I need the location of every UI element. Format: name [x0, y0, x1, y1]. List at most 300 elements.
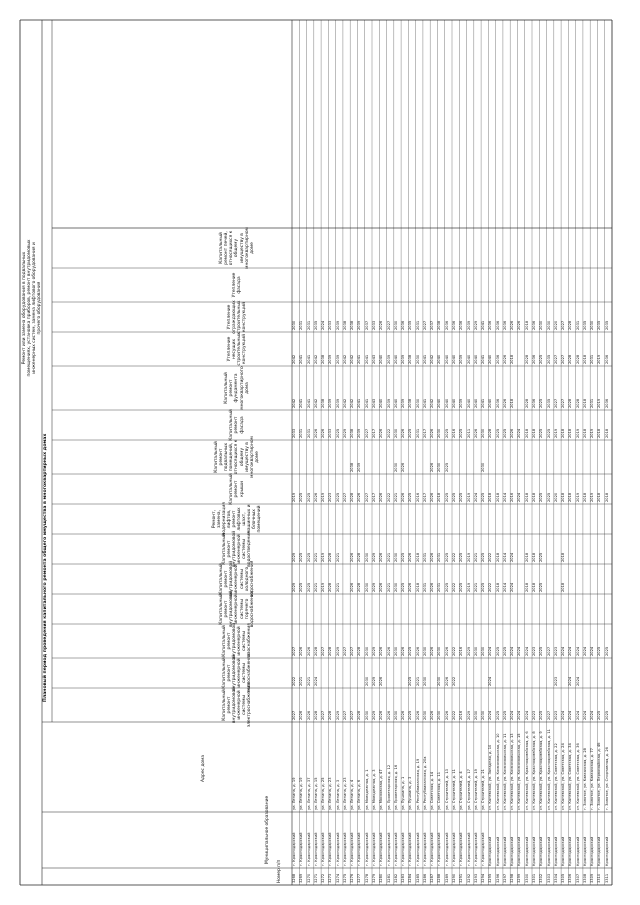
row-address: ст. Каневской, ул. Красноармейская, д. 6 — [524, 731, 529, 810]
row-year-cell: 2042 — [313, 398, 318, 408]
row-address: г. Золотое, ул. Первомайская, д. 4б — [597, 742, 602, 810]
row-year-cell: 2039 — [459, 398, 464, 408]
row-year-cell: 2036 — [488, 320, 493, 330]
row-year-cell: 2030 — [481, 646, 486, 656]
row-year-cell: 2040 — [379, 398, 384, 408]
row-address: ул. Ленина, д. 3 — [335, 779, 340, 810]
row-address: ул. Ленина, д. 4 — [350, 779, 355, 810]
row-year-cell: 2024 — [510, 552, 515, 562]
row-municipality: г. Краснодарский — [473, 832, 478, 866]
row-number: 3277 — [357, 873, 362, 883]
header-note: Ремонт или замена оборудования в подвальных помещениях, установка приборов, ремонт внутридомовых инженерных систем, замена лифтового оборудования и прочего оборудования — [22, 239, 43, 377]
row-year-cell: 2025 — [408, 492, 413, 502]
row-year-cell: 2026 — [401, 462, 406, 472]
row-year-cell: 2028 — [357, 646, 362, 656]
row-address: г. Золотое, ул. Спортивная, д. 26 — [604, 747, 609, 810]
row-year-cell: 2042 — [430, 398, 435, 408]
row-year-cell: 2021 — [393, 492, 398, 502]
row-year-cell: 2035 — [546, 398, 551, 408]
row-year-cell: 2026 — [401, 492, 406, 502]
row-year-cell: 2042 — [350, 354, 355, 364]
row-year-cell: 2040 — [393, 398, 398, 408]
row-year-cell: 2025 — [459, 428, 464, 438]
row-year-cell: 2025 — [335, 428, 340, 438]
row-year-cell: 2041 — [306, 398, 311, 408]
column-header: Капитальный ремонт крыши — [229, 473, 245, 505]
row-year-cell: 2040 — [444, 398, 449, 408]
row-year-cell: 2029 — [372, 710, 376, 720]
row-year-cell: 2035 — [546, 354, 551, 364]
row-year-cell: 2036 — [452, 320, 456, 330]
row-year-cell: 2018 — [561, 428, 566, 438]
row-number: 3273 — [328, 873, 333, 883]
row-year-cell: 2039 — [401, 354, 406, 364]
row-year-cell: 2018 — [510, 354, 515, 364]
row-number: 3296 — [495, 873, 500, 883]
row-address: ул. Ленина, д. 19 — [292, 777, 296, 810]
row-year-cell: 2018 — [532, 492, 536, 502]
row-number: 3284 — [408, 873, 413, 883]
row-year-cell: 2018 — [604, 428, 609, 438]
row-municipality: г. Краснодарский — [386, 832, 391, 866]
row-municipality: г. Краснодарский — [452, 832, 456, 866]
row-year-cell: 2025 — [546, 492, 551, 502]
row-year-cell: 2036 — [401, 320, 406, 330]
row-year-cell: 2014 — [502, 552, 507, 562]
row-year-cell: 2026 — [313, 492, 318, 502]
row-year-cell: 2026 — [444, 646, 449, 656]
row-year-cell: 2022 — [452, 676, 456, 686]
row-year-cell: 2025 — [459, 552, 464, 562]
row-year-cell: 2036 — [532, 354, 536, 364]
row-municipality: г. Краснодарский — [430, 832, 435, 866]
row-year-cell: 2024 — [321, 320, 326, 330]
row-municipality: Краснодарский — [495, 836, 500, 866]
row-year-cell: 2041 — [481, 354, 486, 364]
row-year-cell: 2025 — [604, 646, 609, 656]
row-year-cell: 2027 — [561, 320, 566, 330]
row-year-cell: 2026 — [299, 710, 304, 720]
row-year-cell: 2040 — [437, 398, 442, 408]
row-year-cell: 2041 — [364, 398, 369, 408]
row-year-cell: 2037 — [364, 320, 369, 330]
row-year-cell: 2029 — [292, 552, 296, 562]
row-number: 3299 — [517, 873, 522, 883]
row-municipality: г. Краснодарский — [321, 832, 326, 866]
row-year-cell: 2025 — [408, 646, 413, 656]
row-year-cell: 2025 — [539, 354, 544, 364]
row-year-cell: 2030 — [422, 676, 427, 686]
row-year-cell: 2033 — [292, 428, 296, 438]
row-address: г. Золотое, ул. Кавказская, д. 77 — [590, 748, 595, 810]
row-municipality: г. Краснодарский — [350, 832, 355, 866]
row-year-cell: 2016 — [452, 428, 456, 438]
row-year-cell: 2018 — [532, 428, 536, 438]
row-year-cell: 2019 — [590, 428, 595, 438]
row-number: 3295 — [488, 873, 493, 883]
row-year-cell: 2018 — [582, 428, 587, 438]
row-year-cell: 2036 — [459, 320, 464, 330]
row-year-cell: 2025 — [444, 462, 449, 472]
row-year-cell: 2019 — [292, 492, 296, 502]
row-year-cell: 2017 — [372, 492, 376, 502]
row-year-cell: 2025 — [481, 492, 486, 502]
row-number: 3311 — [604, 873, 609, 883]
row-year-cell: 2029 — [342, 428, 347, 438]
row-year-cell: 2024 — [590, 646, 595, 656]
row-address: ул. Советская, д. 14 — [430, 772, 435, 810]
row-number: 3272 — [321, 873, 326, 883]
row-year-cell: 2025 — [444, 428, 449, 438]
row-year-cell: 2031 — [415, 428, 420, 438]
row-year-cell: 2024 — [524, 710, 529, 720]
row-number: 3310 — [597, 873, 602, 883]
column-header: Капитальный ремонт подвальных помещений, относящихся к общему имуществу в многоквартирном доме — [214, 436, 260, 478]
row-address: ул. Республиканская, д. 19 — [415, 758, 420, 810]
row-year-cell: 2021 — [335, 582, 340, 592]
row-number: 3286 — [422, 873, 427, 883]
row-year-cell: 2025 — [306, 582, 311, 592]
row-year-cell: 2028 — [357, 582, 362, 592]
document-title: Плановый период проведения капитального ремонта общего имущества в многоквартирных домах — [43, 433, 48, 702]
row-municipality: Краснодарский — [539, 836, 544, 866]
row-year-cell: 2031 — [306, 428, 311, 438]
row-municipality: г. Краснодарский — [481, 832, 486, 866]
row-year-cell: 2029 — [335, 710, 340, 720]
row-year-cell: 2022 — [452, 710, 456, 720]
row-year-cell: 2040 — [452, 354, 456, 364]
row-number: 3298 — [510, 873, 515, 883]
row-municipality: Краснодарский — [568, 836, 573, 866]
row-number: 3289 — [444, 873, 449, 883]
row-year-cell: 2026 — [357, 492, 362, 502]
row-year-cell: 2036 — [532, 398, 536, 408]
row-year-cell: 2030 — [364, 552, 369, 562]
row-year-cell: 2042 — [430, 354, 435, 364]
row-address: ул. Строителей, д. 21 — [481, 769, 486, 810]
row-number: 3288 — [437, 873, 442, 883]
row-municipality: г. Краснодарский — [444, 832, 449, 866]
row-year-cell: 2021 — [313, 552, 318, 562]
row-year-cell: 2021 — [299, 676, 304, 686]
row-year-cell: 2039 — [335, 320, 340, 330]
row-address: ул. Пролетарская, д. 16 — [393, 764, 398, 810]
row-number: 3305 — [561, 873, 566, 883]
row-year-cell: 2038 — [342, 320, 347, 330]
row-number: 3279 — [372, 873, 376, 883]
row-municipality: г. Краснодарский — [306, 832, 311, 866]
row-municipality: г. Краснодарский — [313, 832, 318, 866]
row-year-cell: 2040 — [452, 398, 456, 408]
row-number: 3269 — [299, 873, 304, 883]
row-year-cell: 2030 — [393, 428, 398, 438]
row-year-cell: 2026 — [379, 492, 384, 502]
row-year-cell: 2036 — [444, 320, 449, 330]
row-year-cell: 2019 — [590, 492, 595, 502]
row-year-cell: 2022 — [452, 552, 456, 562]
row-year-cell: 2040 — [488, 398, 493, 408]
row-year-cell: 2035 — [408, 320, 413, 330]
row-year-cell: 2025 — [408, 710, 413, 720]
row-address: ул. Ленина, д. 23 — [342, 777, 347, 810]
row-year-cell: 2026 — [379, 320, 384, 330]
row-number: 3287 — [430, 873, 435, 883]
row-year-cell: 2038 — [321, 398, 326, 408]
row-year-cell: 2030 — [364, 582, 369, 592]
row-year-cell: 2031 — [590, 354, 595, 364]
row-address: ул. Советская, д. 11 — [437, 772, 442, 810]
row-year-cell: 2027 — [364, 428, 369, 438]
row-year-cell: 2024 — [313, 676, 318, 686]
row-year-cell: 2025 — [444, 492, 449, 502]
row-year-cell: 2039 — [466, 320, 471, 330]
row-year-cell: 2020 — [553, 492, 558, 502]
row-year-cell: 2021 — [473, 552, 478, 562]
row-year-cell: 2029 — [372, 676, 376, 686]
row-year-cell: 2030 — [473, 710, 478, 720]
row-year-cell: 2041 — [357, 398, 362, 408]
row-year-cell: 2018 — [561, 552, 566, 562]
row-year-cell: 2038 — [408, 354, 413, 364]
row-year-cell: 2018 — [561, 582, 566, 592]
row-year-cell: 2043 — [372, 398, 376, 408]
row-number: 3282 — [393, 873, 398, 883]
row-year-cell: 2026 — [379, 710, 384, 720]
row-year-cell: 2041 — [299, 354, 304, 364]
row-number: 3306 — [568, 873, 573, 883]
row-year-cell: 2018 — [524, 492, 529, 502]
row-year-cell: 2021 — [473, 582, 478, 592]
row-year-cell: 2018 — [524, 320, 529, 330]
row-year-cell: 2041 — [422, 354, 427, 364]
row-year-cell: 2039 — [401, 398, 406, 408]
row-year-cell: 2026 — [401, 428, 406, 438]
row-year-cell: 2027 — [350, 646, 355, 656]
row-number: 3302 — [539, 873, 544, 883]
row-year-cell: 2018 — [495, 492, 500, 502]
row-address: ул. Ленина, д. 19 — [299, 777, 304, 810]
row-year-cell: 2041 — [422, 398, 427, 408]
row-year-cell: 2025 — [444, 582, 449, 592]
row-municipality: Краснодарский — [510, 836, 515, 866]
row-year-cell: 2026 — [379, 428, 384, 438]
row-year-cell: 2016 — [510, 492, 515, 502]
row-year-cell: 2025 — [408, 676, 413, 686]
row-year-cell: 2017 — [422, 492, 427, 502]
row-municipality: Краснодарский — [590, 836, 595, 866]
row-number: 3274 — [335, 873, 340, 883]
row-address: ст. Каневской, ул. Советская, д. 36 — [575, 743, 580, 810]
row-year-cell: 2025 — [459, 582, 464, 592]
row-year-cell: 2030 — [437, 428, 442, 438]
row-number: 3290 — [452, 873, 456, 883]
row-year-cell: 2038 — [321, 354, 326, 364]
row-year-cell: 2028 — [568, 354, 573, 364]
row-year-cell: 2030 — [422, 710, 427, 720]
row-address: ул. Республиканская, д. 20а — [422, 756, 427, 810]
row-year-cell: 2029 — [292, 582, 296, 592]
row-year-cell: 2041 — [306, 354, 311, 364]
row-year-cell: 2016 — [459, 646, 464, 656]
row-year-cell: 2025 — [299, 582, 304, 592]
row-year-cell: 2030 — [437, 646, 442, 656]
row-year-cell: 2024 — [568, 646, 573, 656]
row-year-cell: 2039 — [328, 398, 333, 408]
row-year-cell: 2025 — [597, 646, 602, 656]
row-year-cell: 2039 — [335, 354, 340, 364]
row-municipality: Краснодарский — [553, 836, 558, 866]
row-year-cell: 2027 — [561, 354, 566, 364]
row-year-cell: 2027 — [364, 492, 369, 502]
row-year-cell: 2031 — [437, 552, 442, 562]
row-year-cell: 2016 — [415, 492, 420, 502]
row-year-cell: 2018 — [524, 582, 529, 592]
row-number: 3303 — [546, 873, 551, 883]
row-year-cell: 2011 — [466, 428, 471, 438]
row-year-cell: 2024 — [517, 646, 522, 656]
row-year-cell: 2026 — [430, 710, 435, 720]
row-year-cell: 2018 — [532, 552, 536, 562]
row-year-cell: 2036 — [495, 354, 500, 364]
row-year-cell: 2021 — [415, 676, 420, 686]
row-year-cell: 2040 — [393, 354, 398, 364]
row-year-cell: 2030 — [393, 462, 398, 472]
row-year-cell: 2030 — [393, 320, 398, 330]
row-year-cell: 2018 — [510, 398, 515, 408]
row-year-cell: 2026 — [444, 710, 449, 720]
row-address: ул. Ленина, д. 15 — [313, 777, 318, 810]
row-address: ст. Каневской, ул. Комсомольская, д. 11 — [502, 733, 507, 810]
row-address: ст. Каневской, ул. Западная, д. 10 — [488, 744, 493, 810]
row-year-cell: 2029 — [372, 552, 376, 562]
row-year-cell: 2040 — [444, 354, 449, 364]
row-year-cell: 2029 — [335, 646, 340, 656]
row-year-cell: 2028 — [568, 320, 573, 330]
row-year-cell: 2038 — [437, 320, 442, 330]
row-year-cell: 2042 — [292, 354, 296, 364]
row-year-cell: 2024 — [575, 710, 580, 720]
row-year-cell: 2023 — [553, 710, 558, 720]
row-year-cell: 2024 — [510, 646, 515, 656]
row-year-cell: 2030 — [393, 710, 398, 720]
row-municipality: г. Краснодарский — [357, 832, 362, 866]
row-year-cell: 2027 — [422, 320, 427, 330]
row-year-cell: 2035 — [313, 320, 318, 330]
row-year-cell: 2031 — [299, 320, 304, 330]
row-number: 3285 — [415, 873, 420, 883]
row-year-cell: 2025 — [495, 428, 500, 438]
row-year-cell: 2031 — [299, 428, 304, 438]
row-municipality: Краснодарский — [502, 836, 507, 866]
row-address: ул. Пролетарская, д. 12 — [386, 764, 391, 810]
row-year-cell: 2042 — [350, 398, 355, 408]
row-year-cell: 2018 — [524, 428, 529, 438]
row-year-cell: 2030 — [437, 676, 442, 686]
row-year-cell: 2026 — [502, 398, 507, 408]
row-year-cell: 2022 — [452, 646, 456, 656]
row-year-cell: 2018 — [495, 582, 500, 592]
row-municipality: Краснодарский — [546, 836, 551, 866]
row-year-cell: 2030 — [481, 428, 486, 438]
row-year-cell: 2040 — [466, 398, 471, 408]
row-year-cell: 2028 — [575, 354, 580, 364]
row-year-cell: 2035 — [597, 320, 602, 330]
row-year-cell: 2026 — [306, 646, 311, 656]
row-year-cell: 2025 — [299, 492, 304, 502]
row-year-cell: 2023 — [532, 710, 536, 720]
row-year-cell: 2024 — [517, 428, 522, 438]
row-year-cell: 2026 — [408, 582, 413, 592]
row-year-cell: 2027 — [292, 646, 296, 656]
row-address: ул. Московская, д. 47 — [379, 769, 384, 810]
row-address: ул. Молодежная, д. 1 — [364, 769, 369, 810]
row-year-cell: 2026 — [430, 552, 435, 562]
row-address: ул. Молодежная, д. 3 — [372, 769, 376, 810]
row-year-cell: 2030 — [539, 320, 544, 330]
row-address: ул. Строителей, д. 4 — [459, 771, 464, 810]
row-year-cell: 2025 — [502, 646, 507, 656]
column-header: Ремонт, замена, модернизация лифтов, ремонт лифтовых шахт, машинных и блочных помещений — [211, 502, 263, 536]
row-year-cell: 2026 — [517, 320, 522, 330]
row-year-cell: 2041 — [357, 354, 362, 364]
row-year-cell: 2018 — [495, 552, 500, 562]
row-year-cell: 2024 — [561, 710, 566, 720]
row-municipality: Краснодарский — [604, 836, 609, 866]
row-address: ст. Каневской, ул. Комсомольская, д. 13 — [510, 733, 515, 810]
row-year-cell: 2027 — [342, 646, 347, 656]
row-address: ул. Строителей, д. 17 — [466, 769, 471, 810]
row-year-cell: 2027 — [342, 492, 347, 502]
row-municipality: Краснодарский — [561, 836, 566, 866]
row-number: 3292 — [466, 873, 471, 883]
row-year-cell: 2035 — [582, 320, 587, 330]
row-year-cell: 2022 — [292, 676, 296, 686]
row-municipality: Краснодарский — [582, 836, 587, 866]
row-year-cell: 2024 — [582, 646, 587, 656]
row-address: ст. Каневской, ул. Красноармейская, д. 9 — [539, 731, 544, 810]
row-year-cell: 2024 — [575, 676, 580, 686]
row-year-cell: 2029 — [372, 646, 376, 656]
row-year-cell: 2042 — [342, 398, 347, 408]
row-year-cell: 2018 — [582, 492, 587, 502]
row-year-cell: 2036 — [532, 320, 536, 330]
row-year-cell: 2018 — [415, 582, 420, 592]
row-address: ул. Пушкина, д. 1 — [401, 776, 406, 810]
row-year-cell: 2027 — [553, 398, 558, 408]
row-year-cell: 2024 — [568, 676, 573, 686]
row-number: 3300 — [524, 873, 529, 883]
row-year-cell: 2038 — [350, 320, 355, 330]
row-year-cell: 2018 — [568, 428, 573, 438]
row-address: ст. Каневской, ул. Советская, д. 34 — [568, 743, 573, 810]
row-address: ул. Ленина, д. 6 — [357, 779, 362, 810]
row-municipality: Краснодарский — [524, 836, 529, 866]
row-year-cell: 2026 — [415, 710, 420, 720]
row-year-cell: 2039 — [335, 398, 340, 408]
row-year-cell: 2039 — [328, 354, 333, 364]
row-year-cell: 2030 — [415, 354, 420, 364]
row-year-cell: 2021 — [386, 552, 391, 562]
row-number: 3294 — [481, 873, 486, 883]
row-year-cell: 2038 — [350, 428, 355, 438]
row-municipality: г. Краснодарский — [437, 832, 442, 866]
row-address: ул. Пушкина, д. 3 — [408, 776, 413, 810]
row-year-cell: 2018 — [604, 492, 609, 502]
row-year-cell: 2025 — [481, 552, 486, 562]
row-year-cell: 2041 — [481, 398, 486, 408]
row-year-cell: 2028 — [313, 710, 318, 720]
row-year-cell: 2031 — [415, 320, 420, 330]
